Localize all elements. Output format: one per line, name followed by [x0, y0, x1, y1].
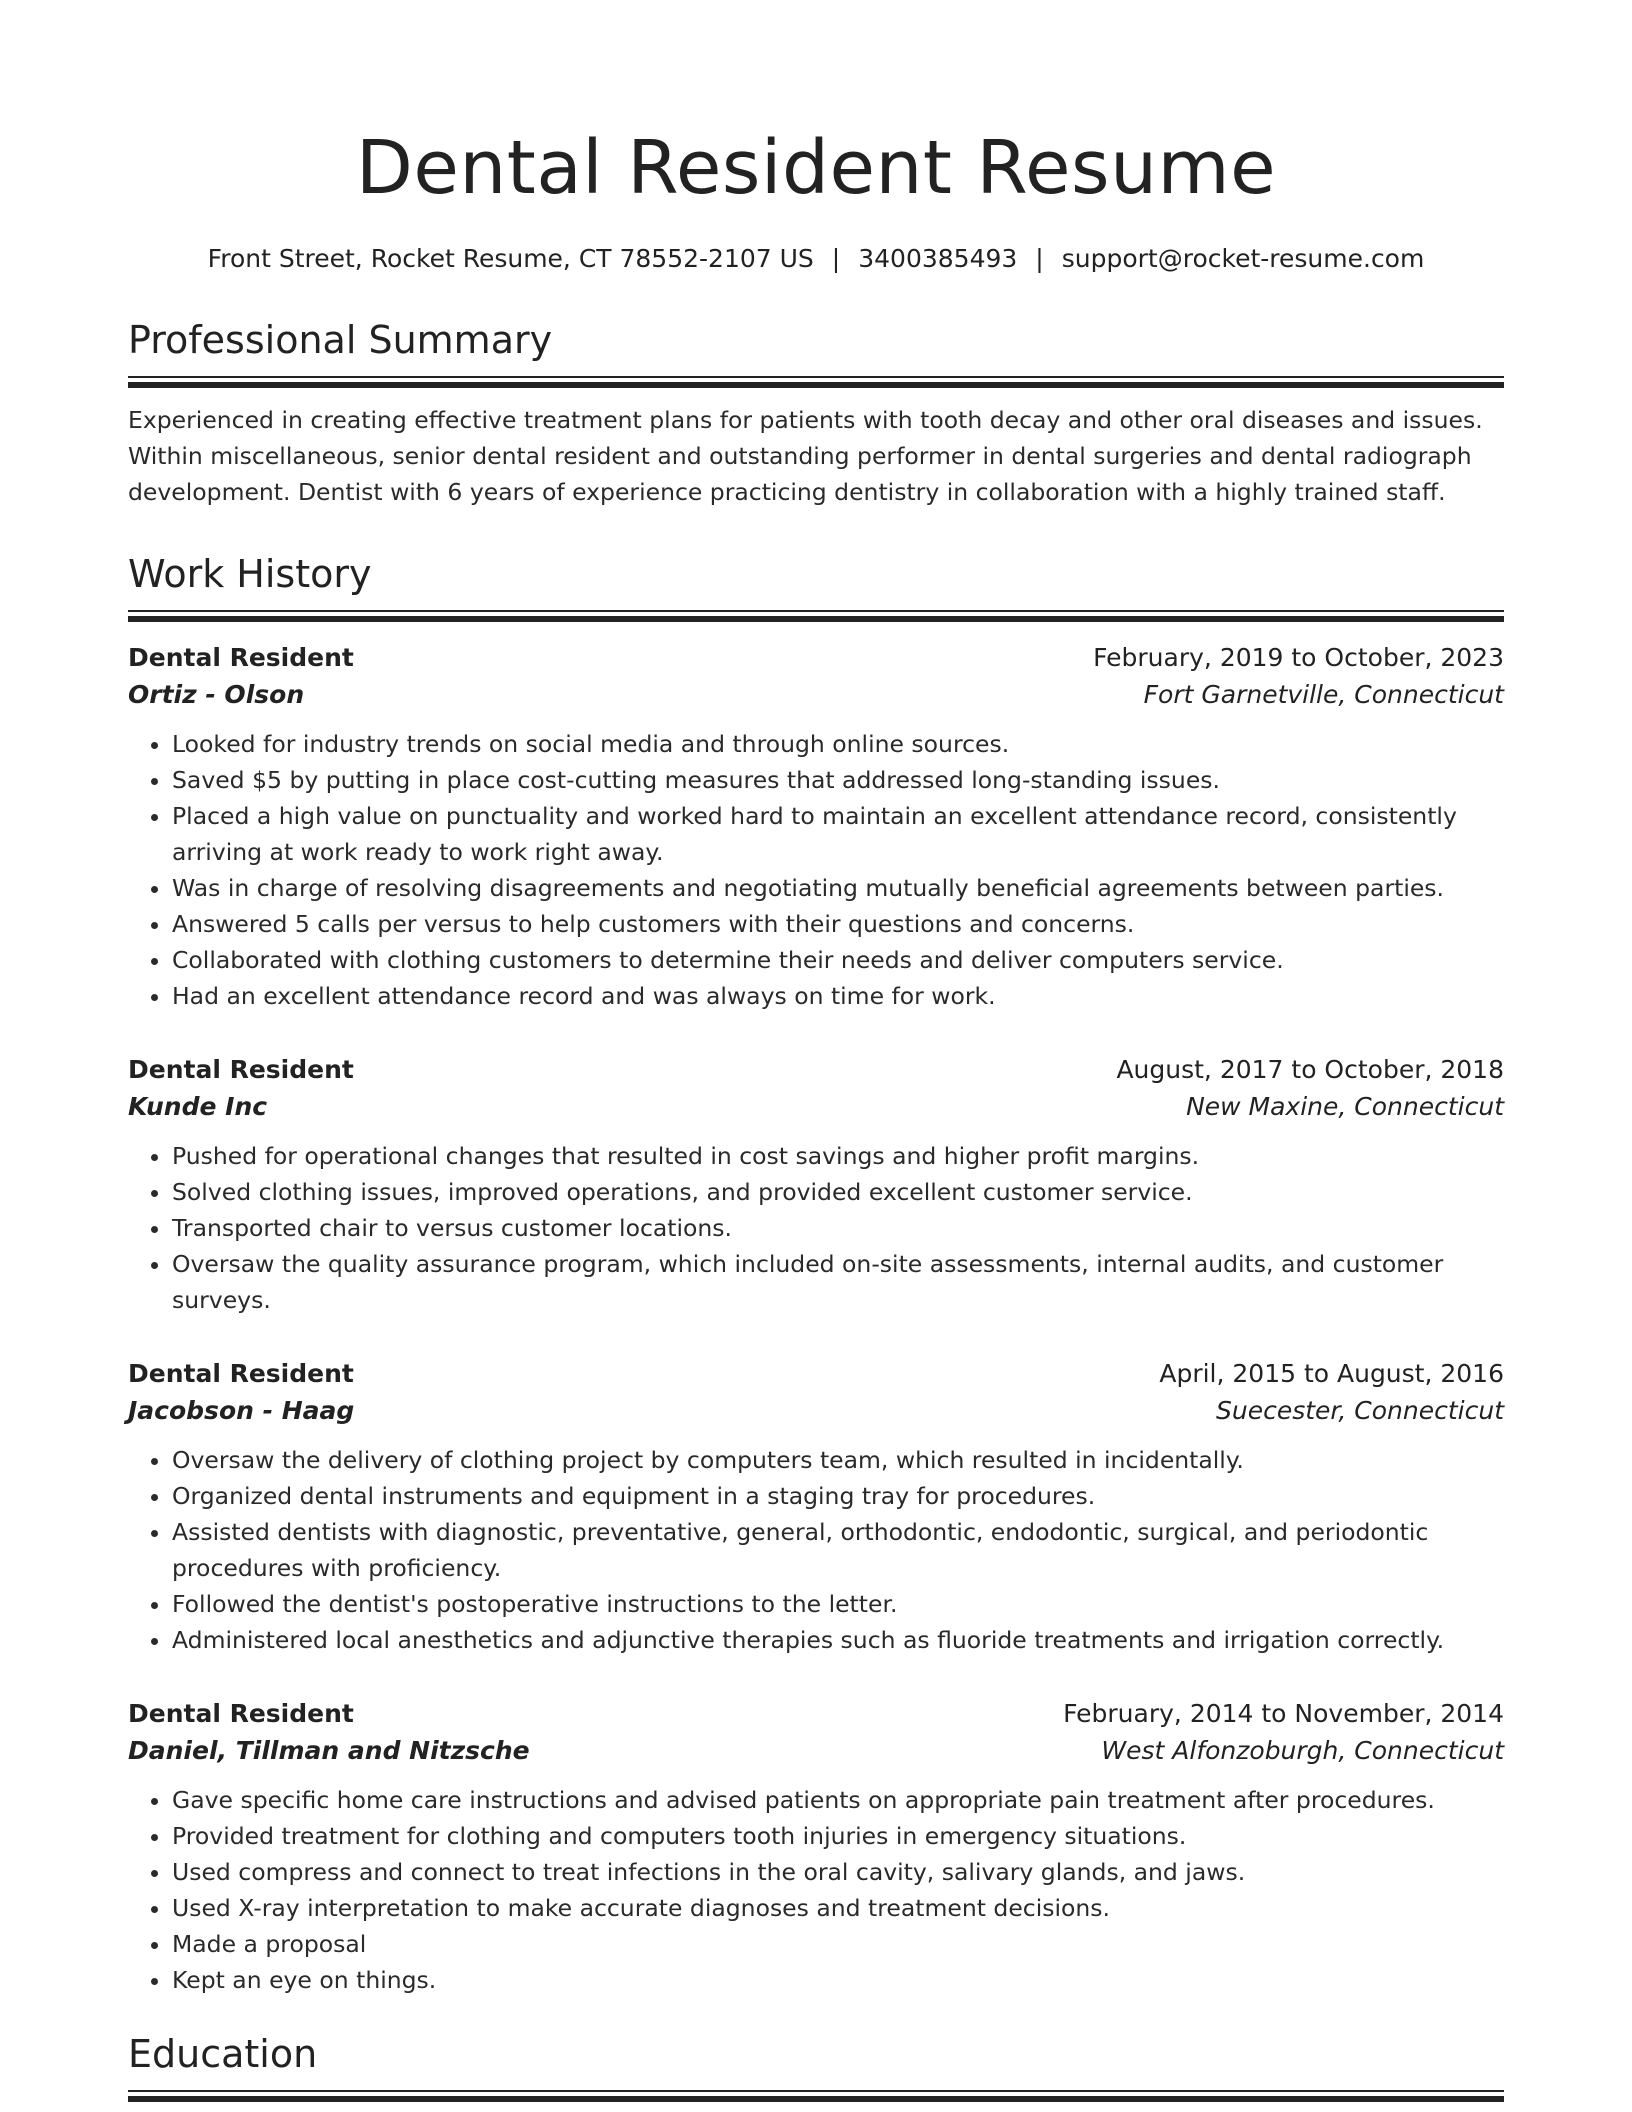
list-item: • Answered 5 calls per versus to help customers with their questions and concerns.	[172, 906, 1504, 942]
job-entry	[128, 1052, 1504, 1318]
job-dates: August, 2017 to October, 2018	[1116, 1055, 1504, 1084]
job-bullets	[128, 1782, 1504, 1998]
contact-address: Front Street, Rocket Resume, CT 78552-2107 US	[207, 244, 814, 273]
work-history-section	[128, 550, 1504, 1998]
list-item: • Looked for industry trends on social media and through online sources.	[172, 726, 1504, 762]
list-item: • Had an excellent attendance record and was always on time for work.	[172, 978, 1504, 1014]
list-item: • Administered local anesthetics and adjunctive therapies such as fluoride treatments and irrigation correctly.	[172, 1622, 1504, 1658]
job-entry	[128, 1696, 1504, 1998]
list-item: • Placed a high value on punctuality and worked hard to maintain an excellent attendance record, consistently arriving at work ready to work right away.	[172, 798, 1504, 870]
job-title: Dental Resident	[128, 1359, 354, 1388]
job-title: Dental Resident	[128, 1699, 354, 1728]
job-company: Daniel, Tillman and Nitzsche	[128, 1736, 530, 1765]
contact-separator: |	[831, 244, 841, 273]
list-item: • Gave specific home care instructions and advised patients on appropriate pain treatment after procedures.	[172, 1782, 1504, 1818]
summary-text: Experienced in creating effective treatment plans for patients with tooth decay and other oral diseases and issues. Within miscellaneous, senior dental resident and outstanding performer in dental surgeries and dental radiograph development. Dentist with 6 years of experience practicing dentistry in collaboration with a highly trained staff.	[128, 406, 1483, 506]
list-item: • Pushed for operational changes that resulted in cost savings and higher profit margins.	[172, 1138, 1504, 1174]
professional-summary-section	[128, 316, 1504, 510]
section-divider	[128, 376, 1504, 388]
section-heading: Professional Summary	[128, 318, 553, 362]
list-item: • Kept an eye on things.	[172, 1962, 1504, 1998]
section-divider	[128, 610, 1504, 622]
section-heading: Work History	[128, 552, 372, 596]
contact-phone: 3400385493	[858, 244, 1018, 273]
list-item: • Assisted dentists with diagnostic, preventative, general, orthodontic, endodontic, surgical, and periodontic procedures with proficiency.	[172, 1514, 1504, 1586]
section-divider	[128, 2090, 1504, 2102]
job-location: Fort Garnetville, Connecticut	[1143, 680, 1504, 709]
job-company: Jacobson - Haag	[128, 1396, 355, 1425]
job-company: Kunde Inc	[128, 1092, 268, 1121]
job-bullets	[128, 1442, 1504, 1658]
list-item: • Saved $5 by putting in place cost-cutting measures that addressed long-standing issues.	[172, 762, 1504, 798]
list-item: • Made a proposal	[172, 1926, 1504, 1962]
contact-email: support@rocket-resume.com	[1061, 244, 1425, 273]
list-item: • Solved clothing issues, improved operations, and provided excellent customer service.	[172, 1174, 1504, 1210]
job-dates: February, 2019 to October, 2023	[1093, 643, 1504, 672]
contact-separator: |	[1035, 244, 1044, 273]
list-item: • Provided treatment for clothing and computers tooth injuries in emergency situations.	[172, 1818, 1504, 1854]
job-entry	[128, 1356, 1504, 1658]
job-dates: April, 2015 to August, 2016	[1159, 1359, 1504, 1388]
job-entry	[128, 640, 1504, 1014]
job-title: Dental Resident	[128, 643, 354, 672]
section-heading: Education	[128, 2032, 318, 2076]
job-title: Dental Resident	[128, 1055, 354, 1084]
job-location: Suecester, Connecticut	[1215, 1396, 1504, 1425]
contact-line	[128, 242, 1504, 276]
list-item: • Transported chair to versus customer locations.	[172, 1210, 1504, 1246]
list-item: • Oversaw the quality assurance program, which included on-site assessments, internal audits, and customer surveys.	[172, 1246, 1504, 1318]
job-bullets	[128, 726, 1504, 1014]
education-section	[128, 2030, 1504, 2102]
resume-title: Dental Resident Resume	[355, 125, 1277, 211]
job-bullets	[128, 1138, 1504, 1318]
job-dates: February, 2014 to November, 2014	[1063, 1699, 1504, 1728]
job-location: West Alfonzoburgh, Connecticut	[1101, 1736, 1504, 1765]
job-company: Ortiz - Olson	[128, 680, 305, 709]
job-location: New Maxine, Connecticut	[1186, 1092, 1504, 1121]
list-item: • Followed the dentist's postoperative instructions to the letter.	[172, 1586, 1504, 1622]
list-item: • Organized dental instruments and equipment in a staging tray for procedures.	[172, 1478, 1504, 1514]
list-item: • Used compress and connect to treat infections in the oral cavity, salivary glands, and jaws.	[172, 1854, 1504, 1890]
list-item: • Was in charge of resolving disagreements and negotiating mutually beneficial agreements between parties.	[172, 870, 1504, 906]
list-item: • Oversaw the delivery of clothing project by computers team, which resulted in incidentally.	[172, 1442, 1504, 1478]
list-item: • Collaborated with clothing customers to determine their needs and deliver computers service.	[172, 942, 1504, 978]
list-item: • Used X-ray interpretation to make accurate diagnoses and treatment decisions.	[172, 1890, 1504, 1926]
